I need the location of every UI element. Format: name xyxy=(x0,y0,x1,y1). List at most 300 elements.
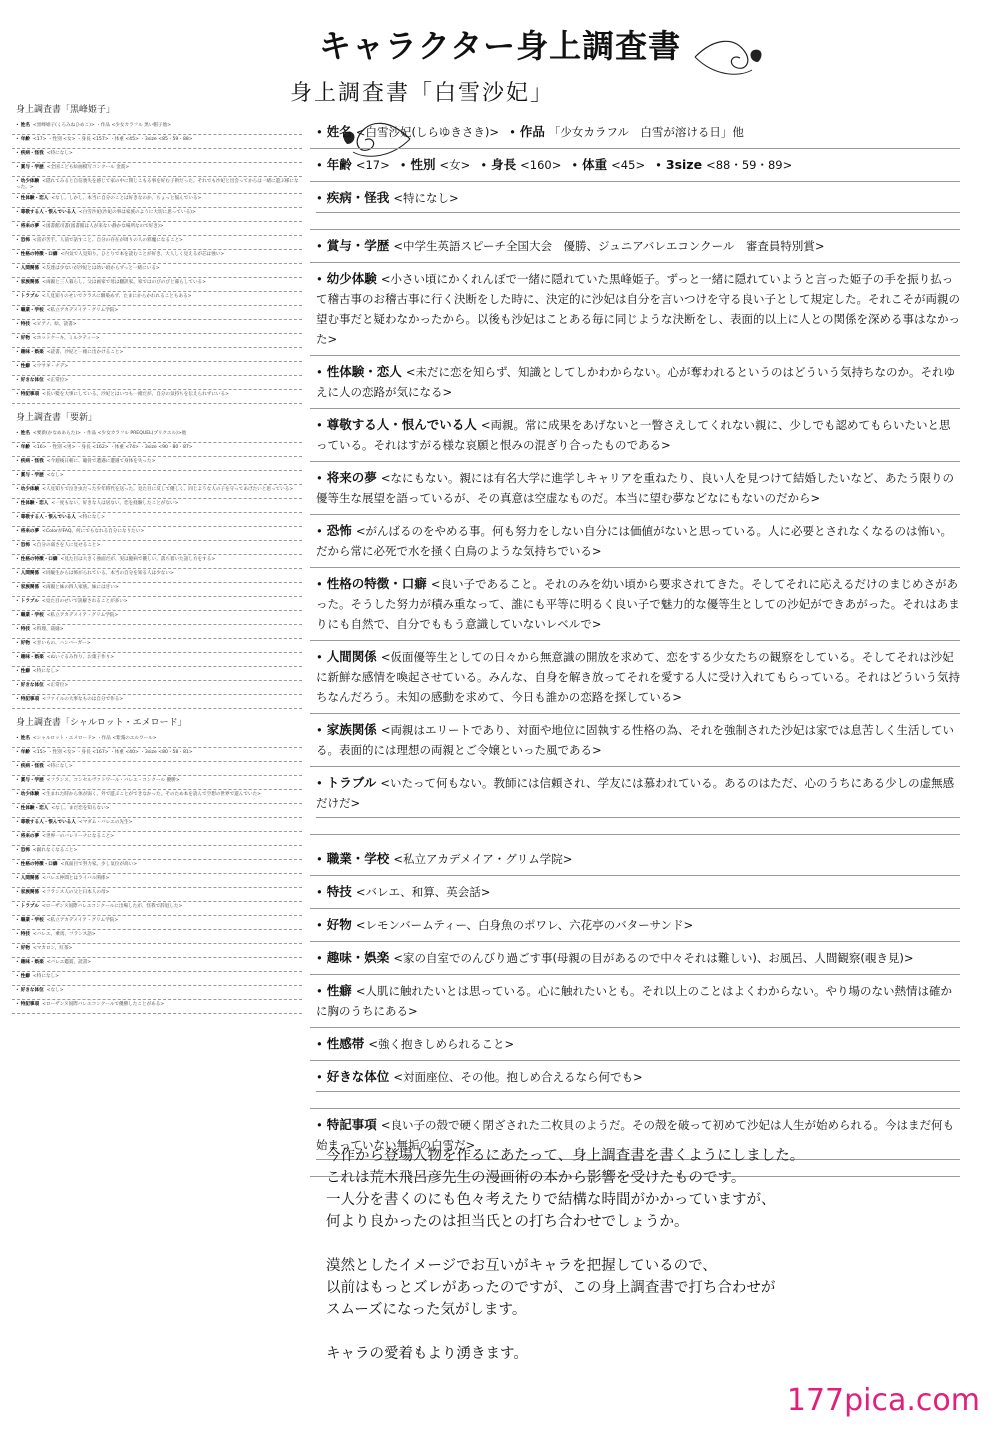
field-label: 特記事項 xyxy=(326,1117,377,1132)
left-field-label: 職業・学校 xyxy=(20,613,44,618)
left-field-value: <正常位> xyxy=(46,378,69,383)
left-field-row xyxy=(12,748,302,762)
bullet: • xyxy=(16,585,19,590)
left-field-value: <全国こども絵画模写コンクール 金賞> xyxy=(46,165,130,170)
field-value: <88・59・89> xyxy=(706,158,793,172)
bullet: • xyxy=(16,459,19,464)
bullet: • xyxy=(316,1070,323,1084)
left-field-row xyxy=(12,930,302,944)
field-row xyxy=(310,570,960,641)
blank-ruled-line xyxy=(316,212,960,223)
bullet: • xyxy=(16,627,19,632)
left-field-label: 人間関係 xyxy=(20,571,40,576)
bullet: • xyxy=(16,820,19,825)
field-label: 体重 xyxy=(582,157,608,172)
left-field-label: 疾病・怪我 xyxy=(20,151,44,156)
field-value: <良い子であること。それのみを幼い頃から要求されてきた。そしてそれに応えるだけのまじめさがあった。そうした努力が積み重なって、誰にも平等に明るく良い子で魅力的な優等生としての沙妃ができあがった。それはあまりにも自然で、自分でももう意識していないレベルで> xyxy=(316,577,960,631)
left-field-row xyxy=(12,443,302,457)
left-field-label: 賞与・学歴 xyxy=(20,165,44,170)
left-field-label: 疾病・怪我 xyxy=(20,764,44,769)
note-line: 以前はもっとズレがあったのですが、この身上調査書で打ち合わせが xyxy=(326,1280,776,1296)
left-column-profiles xyxy=(12,96,302,1014)
left-field-label: 性癖 xyxy=(20,669,30,674)
left-field-value: <17> ・性別 <女> ・身長 <157> ・体重 <45> ・3size <85・59・88> xyxy=(32,137,193,142)
left-field-row xyxy=(12,278,302,292)
left-field-row xyxy=(12,639,302,653)
left-field-value: <ColorがFAQ。何にでもなれる自分になりたい> xyxy=(42,529,145,534)
header xyxy=(240,18,760,78)
bullet: • xyxy=(16,445,19,450)
field-value: <中学生英語スピーチ全国大会 優勝、ジュニアバレエコンクール 審査員特別賞> xyxy=(393,239,825,253)
field-row xyxy=(310,977,960,1028)
left-field-value: <人見知りのせいでクラスに馴染めず、たまにからかわれることもある> xyxy=(41,294,192,299)
left-field-row xyxy=(12,471,302,485)
left-field-value: <読書、沙妃と一緒に出かけること> xyxy=(46,350,124,355)
left-field-label: 職業・学校 xyxy=(20,918,44,923)
field-label: トラブル xyxy=(326,775,377,790)
left-field-value: <友達は少ないが沙妃とは幼い頃からずっと一緒にいる> xyxy=(42,266,160,271)
field-row xyxy=(310,944,960,975)
left-field-value: <バレエ鑑賞、読書> xyxy=(46,960,92,965)
left-field-label: 特技 xyxy=(20,932,30,937)
left-field-label: 性体験・恋人 xyxy=(20,806,49,811)
bullet: • xyxy=(16,571,19,576)
blank-ruled-line xyxy=(316,1091,960,1102)
field-row xyxy=(310,1063,960,1109)
left-field-label: 特技 xyxy=(20,627,30,632)
bullet: • xyxy=(16,137,19,142)
bullet: • xyxy=(16,613,19,618)
left-field-value: <生まれた時から体が弱く、外で遊ぶことができなかった。そのため本を読んで空想の世界で遊んでいた> xyxy=(42,792,262,797)
field-value: <白雪沙妃(しらゆきさき)> xyxy=(355,125,500,139)
bullet: • xyxy=(16,501,19,506)
left-field-row xyxy=(12,222,302,236)
page-title: キャラクター身上調査書 xyxy=(318,27,682,65)
bullet: • xyxy=(16,848,19,853)
left-field-label: 趣味・娯楽 xyxy=(20,655,44,660)
left-field-value: <私立アカデメイア・グリム学院> xyxy=(46,613,119,618)
left-field-row xyxy=(12,457,302,471)
field-value: <強く抱きしめられること> xyxy=(368,1037,515,1051)
left-field-row xyxy=(12,1000,302,1014)
bullet: • xyxy=(16,862,19,867)
field-row xyxy=(310,911,960,942)
field-label: 好物 xyxy=(326,917,352,932)
left-field-label: 姓名 xyxy=(20,431,30,436)
left-field-value: <特になし> xyxy=(46,764,73,769)
left-field-label: 好物 xyxy=(20,336,30,341)
left-field-value: <マダム・バレエの先生> xyxy=(78,820,133,825)
bullet: • xyxy=(316,951,323,965)
left-field-row xyxy=(12,149,302,163)
left-field-label: 将来の夢 xyxy=(20,224,40,229)
left-field-label: 職業・学校 xyxy=(20,308,44,313)
left-field-row xyxy=(12,163,302,177)
bullet: • xyxy=(16,473,19,478)
bullet: • xyxy=(316,272,323,286)
paragraph-gap xyxy=(326,1321,886,1343)
left-field-row xyxy=(12,334,302,348)
bullet: • xyxy=(16,806,19,811)
field-label: 人間関係 xyxy=(326,649,377,664)
field-label: 性別 xyxy=(410,157,436,172)
bullet: • xyxy=(16,378,19,383)
bullet: • xyxy=(16,392,19,397)
bullet: • xyxy=(16,641,19,646)
bullet: • xyxy=(16,487,19,492)
left-field-row xyxy=(12,250,302,264)
left-field-value: <人見知りで泣き虫だった少年時代を送った。見た目に反して優しく、同じような人の子を守ってあげたいと思っている> xyxy=(42,487,294,492)
left-field-row xyxy=(12,320,302,334)
field-label: 性感帯 xyxy=(326,1036,365,1051)
left-field-row xyxy=(12,972,302,986)
field-value: <特になし> xyxy=(393,191,459,205)
field-value: <仮面優等生としての日々から無意識の開放を求めて、恋をする少女たちの観察をしている。そしてそれは沙妃に新鮮な感情を喚起させている。みんな、自身を解き放ってそれを愛する人に受け入れてもらっている。それはどういう気持ちなんだろう。未知の感動を求めて、今日も誰かの恋路を探している> xyxy=(316,650,960,704)
bullet: • xyxy=(16,196,19,201)
left-field-label: 好きな体位 xyxy=(20,683,44,688)
left-field-label: 賞与・学歴 xyxy=(20,778,44,783)
left-field-label: 性格の特徴・口癖 xyxy=(20,862,58,867)
bullet: • xyxy=(316,650,323,664)
left-field-label: 性体験・恋人 xyxy=(20,501,49,506)
bullet: • xyxy=(16,350,19,355)
left-field-label: 尊敬する人・恨んでいる人 xyxy=(20,515,76,520)
field-label: 将来の夢 xyxy=(326,470,377,485)
bullet: • xyxy=(16,266,19,271)
bullet: • xyxy=(316,239,323,253)
field-label: 特技 xyxy=(326,884,352,899)
left-field-value: <正常位> xyxy=(46,683,69,688)
bullet: • xyxy=(655,158,662,172)
field-value: <いたって何もない。教師には信頼され、学友には慕われている。あるのはただ、心のうちにある少しの虚無感だけだ> xyxy=(316,776,955,810)
left-field-value: <内気で人見知り。ひとりで本を読むことが好き。大人しく見えるが芯は強い> xyxy=(60,252,225,257)
left-field-label: 性格の特徴・口癖 xyxy=(20,252,58,257)
bullet: • xyxy=(316,471,323,485)
left-field-value: <なし> xyxy=(46,473,64,478)
left-field-row xyxy=(12,527,302,541)
bullet: • xyxy=(16,697,19,702)
bullet: • xyxy=(316,418,323,432)
left-field-label: 好きな体位 xyxy=(20,988,44,993)
bullet: • xyxy=(16,960,19,965)
left-field-label: 性癖 xyxy=(20,974,30,979)
bullet: • xyxy=(16,974,19,979)
bullet: • xyxy=(16,669,19,674)
left-field-row xyxy=(12,513,302,527)
left-field-value: <ファイルの大事なものは自分で作る> xyxy=(42,697,124,702)
bullet: • xyxy=(16,179,19,184)
bullet: • xyxy=(16,165,19,170)
left-field-value: <ローザンヌ国際バレエコンクールに出場したが、怪我で辞退した> xyxy=(41,904,183,909)
left-field-row xyxy=(12,376,302,390)
field-label: 疾病・怪我 xyxy=(326,190,390,205)
bullet: • xyxy=(571,158,579,172)
bullet: • xyxy=(316,776,323,790)
bullet: • xyxy=(16,778,19,783)
blank-ruled-line xyxy=(316,817,960,828)
field-label: 3size xyxy=(665,157,703,172)
left-field-value: <今週後日朝に、瞳骨で遭遇に遭遇て身体を失った> xyxy=(46,459,156,464)
left-field-label: 姓名 xyxy=(20,736,30,741)
field-row xyxy=(310,1030,960,1061)
left-section-title: 身上調査書「シャルロット・エメロード」 xyxy=(16,718,187,728)
author-notes xyxy=(326,1145,886,1365)
bullet: • xyxy=(16,834,19,839)
left-field-label: 疾病・怪我 xyxy=(20,459,44,464)
left-field-label: 好物 xyxy=(20,641,30,646)
left-field-value: <甘いもの、ハンバーガー> xyxy=(32,641,91,646)
note-line: スムーズになった気がします。 xyxy=(326,1302,527,1318)
field-row xyxy=(310,716,960,767)
bullet: • xyxy=(316,191,323,205)
left-field-label: 恐怖 xyxy=(20,238,30,243)
left-field-label: トラブル xyxy=(20,294,39,299)
left-field-row xyxy=(12,804,302,818)
note-line: 何より良かったのは担当氏との打ち合わせでしょうか。 xyxy=(326,1214,689,1230)
note-line: キャラの愛着もより湧きます。 xyxy=(326,1346,528,1362)
left-field-label: 年齢 xyxy=(20,445,30,450)
field-row xyxy=(310,151,960,182)
bullet: • xyxy=(16,123,19,128)
left-field-value: <雷が苦手。人前で話すこと。自分の存在が周りの人の邪魔になること> xyxy=(32,238,184,243)
field-value: <両親。常に成果をあげないと一瞥さえしてくれない親に、少しでも認めてもらいたいと思っている。それはすがる様な哀願と恨みの混ぎり合ったものである> xyxy=(316,418,951,452)
bullet: • xyxy=(16,557,19,562)
field-value: <45> xyxy=(611,158,646,172)
left-field-value: <ウサギ・ナデ> xyxy=(32,364,69,369)
field-label: 姓名 xyxy=(326,124,352,139)
field-label: 好きな体位 xyxy=(326,1069,390,1084)
left-field-label: 家族関係 xyxy=(20,890,40,895)
bullet: • xyxy=(16,322,19,327)
note-line: これは荒木飛呂彦先生の漫画術の本から影響を受けたものです。 xyxy=(326,1170,746,1186)
left-field-row xyxy=(12,695,302,709)
field-label: 恐怖 xyxy=(326,523,352,538)
left-field-label: 好きな体位 xyxy=(20,378,44,383)
left-field-value: <なし。まだ恋を知らない> xyxy=(51,806,110,811)
bullet: • xyxy=(316,723,323,737)
left-field-row xyxy=(12,986,302,1000)
field-row xyxy=(310,118,960,149)
left-field-value: <私立アカデメイア・グリム学院> xyxy=(46,918,119,923)
left-field-value: <ぬいぐるみ作り、お菓子作り> xyxy=(46,655,115,660)
left-field-row xyxy=(12,597,302,611)
left-field-row xyxy=(12,362,302,376)
field-label: 身長 xyxy=(491,157,517,172)
field-label: 家族関係 xyxy=(326,722,377,737)
left-field-value: <バレエ、乗馬、フランス語> xyxy=(32,932,96,937)
bullet: • xyxy=(16,904,19,909)
bullet: • xyxy=(16,736,19,741)
field-value: <なにもない。親には有名大学に進学しキャリアを重ねたり、良い人を見つけて結婚したいなど、あたう限りの優等生な展望を語っているが、その真意は空虚なものだ。本当に望む夢などなにもないのだから> xyxy=(316,471,954,505)
left-field-value: <真面目で努力家。少し気位が高い> xyxy=(60,862,138,867)
bullet: • xyxy=(16,946,19,951)
field-value: <バレエ、和算、英会話> xyxy=(355,885,491,899)
left-field-row xyxy=(12,944,302,958)
field-row xyxy=(310,232,960,263)
left-field-label: 幼少体験 xyxy=(20,487,40,492)
field-label: 年齢 xyxy=(326,157,352,172)
left-field-value: <図書館司書(図書館は人が来ない静かな場所なので好き)> xyxy=(42,224,164,229)
left-field-value: <見た目は大きく強面だが、実は臆病で優しい。落ち着いた話し方をする> xyxy=(60,557,216,562)
left-field-value: <ピアノ、絵、読書> xyxy=(32,322,77,327)
bullet: • xyxy=(316,984,323,998)
bullet: • xyxy=(16,918,19,923)
field-label: 趣味・娯楽 xyxy=(326,950,390,965)
field-row xyxy=(310,464,960,515)
left-field-value: <同級生からは怖がられている。本当の自分を知る人は少ない> xyxy=(42,571,174,576)
bullet: • xyxy=(16,364,19,369)
left-field-value: <特になし> xyxy=(32,669,59,674)
left-field-label: 特記事項 xyxy=(20,1002,40,1007)
left-field-row xyxy=(12,667,302,681)
bullet: • xyxy=(316,524,323,538)
left-field-label: 人間関係 xyxy=(20,266,40,271)
left-field-row xyxy=(12,208,302,222)
bullet: • xyxy=(16,1002,19,1007)
left-field-label: 人間関係 xyxy=(20,876,40,881)
left-field-label: 好物 xyxy=(20,946,30,951)
left-field-label: 特記事項 xyxy=(20,392,40,397)
bullet: • xyxy=(16,792,19,797)
left-field-row xyxy=(12,653,302,667)
left-field-value: <特になし> xyxy=(46,151,73,156)
left-field-value: <ローザンヌ国際バレエコンクールで優勝したことがある> xyxy=(42,1002,165,1007)
left-field-label: 性癖 xyxy=(20,364,30,369)
left-field-value: <一度もない。好きな人は居ない。恋を経験したことがない> xyxy=(51,501,179,506)
bullet: • xyxy=(16,151,19,156)
note-line: 今作から登場人物を作るにあたって、身上調査書を書くようにしました。 xyxy=(326,1148,805,1164)
left-field-row xyxy=(12,625,302,639)
left-field-label: 恐怖 xyxy=(20,848,30,853)
left-field-row xyxy=(12,348,302,362)
left-field-label: 趣味・娯楽 xyxy=(20,960,44,965)
left-field-value: <自分の弱さを人に見せること> xyxy=(32,543,101,548)
left-field-label: トラブル xyxy=(20,599,39,604)
field-row xyxy=(310,184,960,230)
left-field-row xyxy=(12,874,302,888)
bullet: • xyxy=(316,1118,323,1132)
left-field-value: <長い髪を大事にしている。沙妃とはいつも一緒だが、自分の気持ちを伝えられずにいる> xyxy=(42,392,229,397)
bullet: • xyxy=(16,431,19,436)
bullet: • xyxy=(16,252,19,257)
field-label: 職業・学校 xyxy=(326,851,390,866)
paragraph-gap xyxy=(326,1233,886,1255)
left-field-row xyxy=(12,902,302,916)
left-field-value: <特になし> xyxy=(32,974,59,979)
left-field-label: 特技 xyxy=(20,322,30,327)
bullet: • xyxy=(16,599,19,604)
left-field-value: <隠れてみると自信喪失を感じて家の中に閉じこもる事を好む子供だった。それでも沙妃と出会ってからは一緒に遊ぶ様になった。> xyxy=(16,179,299,190)
bullet: • xyxy=(509,125,516,139)
bullet: • xyxy=(316,852,323,866)
left-field-row xyxy=(12,832,302,846)
left-field-row xyxy=(12,958,302,972)
bullet: • xyxy=(16,543,19,548)
left-field-value: <16> ・性別 <男> ・身長 <162> ・体重 <74> ・3size <90・80・87> xyxy=(32,445,193,450)
left-field-row xyxy=(12,499,302,513)
left-field-row xyxy=(12,818,302,832)
bullet: • xyxy=(16,280,19,285)
field-row xyxy=(310,517,960,568)
bullet: • xyxy=(16,890,19,895)
left-field-value: <料理、裁縫> xyxy=(32,627,64,632)
watermark: 177pica.com xyxy=(786,1383,980,1418)
bullet: • xyxy=(316,1037,323,1051)
bullet: • xyxy=(16,308,19,313)
field-row xyxy=(310,358,960,409)
bullet: • xyxy=(16,932,19,937)
left-field-label: 幼少体験 xyxy=(20,179,40,184)
left-field-label: 年齢 xyxy=(20,137,30,142)
field-label: 賞与・学歴 xyxy=(326,238,390,253)
field-value: <未だに恋を知らず、知識としてしかわからない。心が奪われるというのはどういう気持ちなのか。それゆえに人の恋路が気になる> xyxy=(316,365,956,399)
left-field-row xyxy=(12,762,302,776)
field-value: <両親はエリートであり、対面や地位に固執する性格の為、それを強制された沙妃は家では息苦しく生活している。表面的には理想の両親とご令嬢といった風である> xyxy=(316,723,954,757)
bullet: • xyxy=(316,918,323,932)
left-field-row xyxy=(12,264,302,278)
field-value: <小さい頃にかくれんぼで一緒に隠れていた黒峰姫子。ずっと一緒に隠れていようと言った姫子の手を振り払って稽古事のお稽古事に行く決断をした時に、決定的に沙妃は自分を言いつけを守る良い子として規定した。それこそが両親の望む事だと疑わなかったから。以後も沙妃はことある毎に同じような決断をし、表面的以上に人との関係を深める事はなかった> xyxy=(316,272,960,346)
left-field-label: 幼少体験 xyxy=(20,792,40,797)
field-value: <17> xyxy=(355,158,390,172)
page-subtitle: 身上調査書「白雪沙妃」 xyxy=(290,81,555,106)
bullet: • xyxy=(16,224,19,229)
left-field-row xyxy=(12,390,302,404)
left-field-row xyxy=(12,429,302,443)
left-field-row xyxy=(12,177,302,194)
left-field-label: 特記事項 xyxy=(20,697,40,702)
field-value: <私立アカデメイア・グリム学院> xyxy=(393,852,573,866)
left-field-value: <シャルロット・エメロード> ・作品 <紫霧のエルワール> xyxy=(32,736,157,741)
bullet: • xyxy=(316,158,323,172)
field-label: 尊敬する人・恨んでいる人 xyxy=(326,417,477,432)
left-field-value: <要新(かなめあらた)> ・作品 <少女カラフル PREQUEL(プリクエル)>他 xyxy=(32,431,187,436)
bullet: • xyxy=(16,515,19,520)
left-field-label: 恐怖 xyxy=(20,543,30,548)
bullet: • xyxy=(16,683,19,688)
left-field-value: <白雪沙妃(沙妃の事は家族のように大切に思っている)> xyxy=(78,210,196,215)
left-field-value: <両親と妹の四人家族。妹には甘い> xyxy=(42,585,119,590)
left-field-row xyxy=(12,121,302,135)
bullet: • xyxy=(316,885,323,899)
bullet: • xyxy=(316,125,323,139)
left-field-row xyxy=(12,860,302,874)
field-label: 性体験・恋人 xyxy=(326,364,402,379)
left-field-row xyxy=(12,790,302,804)
left-field-value: <マカロン、紅茶> xyxy=(32,946,73,951)
bullet: • xyxy=(316,365,323,379)
left-field-value: <見た目のせいで誤解されることが多い> xyxy=(41,599,128,604)
left-field-value: <なし> xyxy=(46,988,64,993)
bullet: • xyxy=(16,655,19,660)
field-value: <対面座位、その他。抱しめ合えるなら何でも> xyxy=(393,1070,643,1084)
bullet: • xyxy=(399,158,407,172)
field-value: <家の自室でのんびり過ごす事(母親の目があるので中々それは難しい)、お風呂、人間観察(覗き見)> xyxy=(393,951,914,965)
left-field-row xyxy=(12,485,302,499)
left-field-row xyxy=(12,846,302,860)
bullet: • xyxy=(16,210,19,215)
left-field-row xyxy=(12,611,302,625)
left-field-row xyxy=(12,888,302,902)
field-value: <良い子の殻で硬く閉ざされた二枚貝のようだ。その殻を破って初めて沙妃は人生が始められる。今はまだ何も始まっていない無垢の白雪だ> xyxy=(316,1118,954,1152)
left-field-row xyxy=(12,541,302,555)
field-row xyxy=(310,878,960,909)
main-profile-sheet xyxy=(310,118,960,1179)
left-field-row xyxy=(12,734,302,748)
left-field-label: トラブル xyxy=(20,904,39,909)
left-field-value: <私立アカデメイア・グリム学院> xyxy=(46,308,119,313)
left-field-label: 尊敬する人・恨んでいる人 xyxy=(20,820,76,825)
field-row xyxy=(310,643,960,714)
